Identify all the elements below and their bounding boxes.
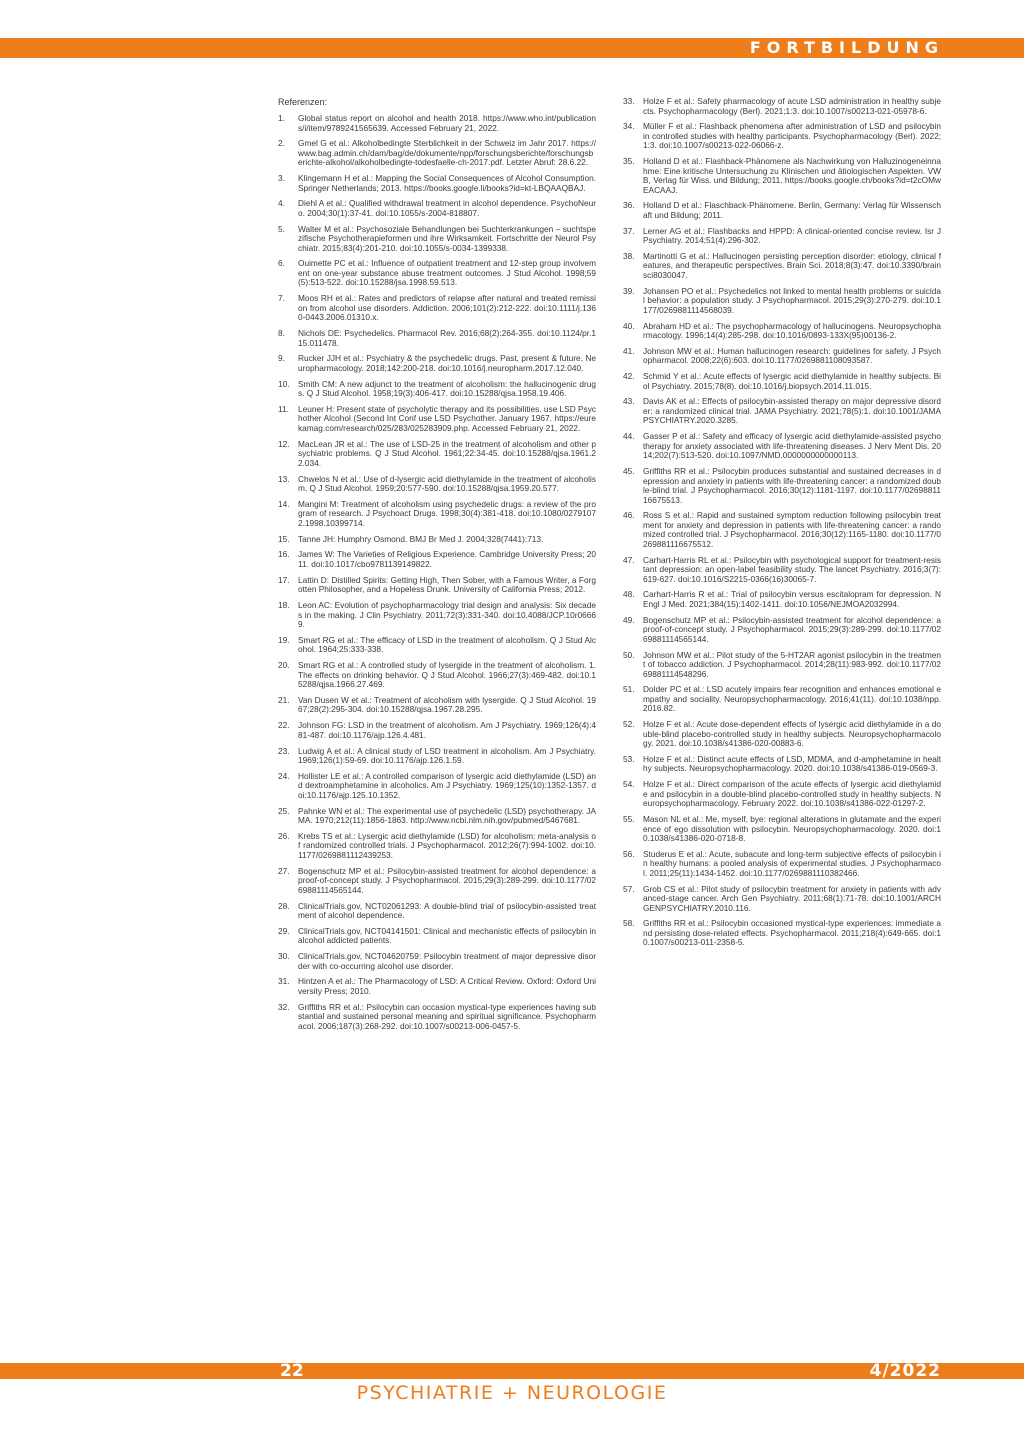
reference-text: Carhart-Harris RL et al.: Psilocybin with psychological support for treatment-resistant depression: an open-label feasibility study. The lancet Psychiatry. 2016;3(7):619-627. doi:10.1016/S2215-0366(16)30065-7. (643, 554, 941, 584)
reference-item (278, 114, 596, 133)
reference-number: 20. (278, 660, 290, 671)
reference-item (623, 815, 941, 844)
reference-text: Ludwig A et al.: A clinical study of LSD treatment in alcoholism. Am J Psychiatry. 1969;126(1):59-69. doi:10.1176/ajp.126.1.59. (298, 745, 596, 766)
reference-number: 42. (623, 371, 635, 382)
reference-item (278, 550, 596, 569)
reference-number: 37. (623, 225, 635, 236)
reference-text: Grob CS et al.: Pilot study of psilocybin treatment for anxiety in patients with advanced-stage cancer. Arch Gen Psychiatry. 2011;68(1):71-78. doi:10.1001/ARCHGENPSYCHIATRY.2010.116. (643, 883, 941, 913)
journal-title: PSYCHIATRIE + NEUROLOGIE (356, 1382, 668, 1404)
reference-item (278, 475, 596, 494)
reference-text: Holland D et al.: Flaschback-Phänomene. Berlin, Germany: Verlag für Wissenschaft und Bildung; 2011. (643, 200, 941, 220)
reference-text: Johnson MW et al.: Pilot study of the 5-HT2AR agonist psilocybin in the treatment of tobacco addiction. J Psychopharmacol. 2014;28(11):983-992. doi:10.1177/0269881114548296. (643, 649, 941, 679)
reference-item (278, 225, 596, 254)
reference-number: 55. (623, 814, 635, 825)
reference-item (623, 720, 941, 749)
reference-number: 45. (623, 466, 635, 477)
reference-text: Martinotti G et al.: Hallucinogen persisting perception disorder: etiology, clinical features, and therapeutic perspectives. Brain Sci. 2018;8(3):47. doi:10.3390/brainsci8030047. (643, 250, 941, 280)
reference-text: MacLean JR et al.: The use of LSD-25 in the treatment of alcoholism and other psychiatric problems. Q J Stud Alcohol. 1961;22:34-45. doi:10.15288/qjsa.1961.22.034. (298, 438, 596, 468)
reference-item (278, 199, 596, 218)
reference-text: Nichols DE: Psychedelics. Pharmacol Rev. 2016;68(2):264-355. doi:10.1124/pr.115.011478. (298, 328, 596, 348)
reference-item (623, 432, 941, 461)
reference-number: 46. (623, 510, 635, 521)
reference-text: Dolder PC et al.: LSD acutely impairs fear recognition and enhances emotional empathy and sociality. Neuropsychopharmacology. 2016;41(11). doi:10.1038/npp.2016.82. (643, 684, 941, 714)
reference-item (278, 952, 596, 971)
reference-number: 27. (278, 865, 290, 876)
reference-text: Ross S et al.: Rapid and sustained symptom reduction following psilocybin treatment for anxiety and depression in patients with life-threatening cancer: a randomized controlled trial. J Psychopharmacol. 2016;30(12):1165-1180. doi:10.1177/0269881116675512. (643, 510, 941, 549)
reference-text: Johnson MW et al.: Human hallucinogen research: guidelines for safety. J Psychopharmacol. 2008;22(6):603. doi:10.1177/0269881108093587. (643, 345, 941, 366)
reference-number: 47. (623, 554, 635, 565)
reference-item (278, 721, 596, 740)
reference-text: Chwelos N et al.: Use of d-lysergic acid diethylamide in the treatment of alcoholism. Q J Stud Alcohol. 1959;20:577-590. doi:10.15288/qjsa.1959.20.577. (298, 473, 596, 494)
reference-text: Müller F et al.: Flashback phenomena after administration of LSD and psilocybin in controlled studies with healthy participants. Psychopharmacology (Berl). 2022;1:3. doi:10.1007/s00213-022-06066-z. (643, 121, 941, 151)
reference-item (278, 601, 596, 630)
reference-number: 58. (623, 918, 635, 929)
reference-text: Smith CM: A new adjunct to the treatment of alcoholism: the hallucinogenic drugs. Q J Stud Alcohol. 1958;19(3):406-417. doi:10.15288/qjsa.1958.19.406. (298, 378, 596, 399)
reference-number: 48. (623, 589, 635, 600)
footer-bar (0, 1363, 1024, 1379)
reference-text: Diehl A et al.: Qualified withdrawal treatment in alcohol dependence. PsychoNeuro. 2004;30(1):37-41. doi:10.1055/s-2004-818807. (298, 198, 596, 218)
reference-number: 31. (278, 976, 290, 987)
reference-number: 6. (278, 258, 285, 269)
reference-text: Klingemann H et al.: Mapping the Social Consequences of Alcohol Consumption. Springer Netherlands; 2013. https://books.google.li/books?id=kt-LBQAAQBAJ. (298, 173, 596, 193)
reference-text: Pahnke WN et al.: The experimental use of psychedelic (LSD) psychotherapy. JAMA. 1970;212(11):1856-1863. http://www.ncbi.nlm.nih.gov/pubmed/5467681. (298, 805, 596, 826)
references-heading: Referenzen: (278, 97, 328, 107)
reference-item (278, 174, 596, 193)
reference-item (278, 661, 596, 690)
reference-item (623, 467, 941, 505)
reference-number: 40. (623, 320, 635, 331)
reference-text: Holland D et al.: Flashback-Phänomene als Nachwirkung von Halluzinogeneinnahme: Eine kritische Untersuchung zu Klinischen und ätiologischen Aspekten. VWB, Verlag für Wiss. und Bildung; 2011. https://books.google.ch/books?id=t2cOMwEACAAJ. (643, 156, 941, 195)
reference-text: Lattin D: Distilled Spirits: Getting High, Then Sober, with a Famous Writer, a Forgotten Philosopher, and a Hopeless Drunk. University of California Press; 2012. (298, 574, 596, 595)
reference-text: Griffiths RR et al.: Psilocybin occasioned mystical-type experiences: immediate and persisting dose-related effects. Psychopharmacol. 2011;218(4):649-665. doi:10.1007/s00213-011-2358-5. (643, 918, 941, 948)
reference-text: Walter M et al.: Psychosoziale Behandlungen bei Suchterkrankungen – suchtspezifische Psychotherapieformen und ihre Wirksamkeit. Fortschritte der Neurol Psychiatr. 2015;83(4):201-210. doi:10.1055/s-0034-1399338. (298, 223, 596, 253)
reference-number: 26. (278, 830, 290, 841)
reference-number: 8. (278, 328, 285, 339)
reference-text: Holze F et al.: Direct comparison of the acute effects of lysergic acid diethylamide and psilocybin in a double-blind placebo-controlled study in healthy subjects. Neuropsychopharmacology. February 2022. doi:10.1038/s41386-022-01297-2. (643, 779, 941, 809)
reference-text: Global status report on alcohol and health 2018. https://www.who.int/publications/i/item/9789241565639. Accessed February 21, 2022. (298, 113, 596, 133)
reference-text: Ouimette PC et al.: Influence of outpatient treatment and 12-step group involvement on one-year substance abuse treatment outcomes. J Stud Alcohol. 1998;59(5):513-522. doi:10.15288/jsa.1998.59.513. (298, 258, 596, 288)
reference-item (278, 576, 596, 595)
reference-text: Krebs TS et al.: Lysergic acid diethylamide (LSD) for alcoholism: meta-analysis of randomized controlled trials. J Psychopharmacol. 2012;26(7):994-1002. doi:10.1177/0269881112439253. (298, 830, 596, 860)
reference-text: Leuner H: Present state of psycholytic therapy and its possibilities. use LSD Psychother Alcohol (Second Int Conf use LSD Psychother. January 1967. https://eurekamag.com/research/025/283/025283909.php. Accessed February 21, 2022. (298, 403, 596, 433)
reference-text: Lerner AG et al.: Flashbacks and HPPD: A clinical-oriented concise review. Isr J Psychiatry. 2014;51(4):296-302. (643, 225, 941, 246)
reference-number: 4. (278, 198, 285, 209)
reference-number: 32. (278, 1001, 290, 1012)
reference-number: 53. (623, 753, 635, 764)
reference-item (623, 252, 941, 281)
reference-item (278, 1003, 596, 1032)
reference-text: Smart RG et al.: The efficacy of LSD in the treatment of alcoholism. Q J Stud Alcohol. 1964;25:333-338. (298, 634, 596, 655)
reference-item (623, 651, 941, 680)
reference-number: 17. (278, 574, 290, 585)
reference-number: 39. (623, 285, 635, 296)
reference-item (278, 535, 596, 545)
reference-item (278, 139, 596, 168)
references-column-left (278, 114, 596, 1038)
reference-number: 30. (278, 951, 290, 962)
reference-item (278, 747, 596, 766)
reference-item (623, 201, 941, 220)
reference-item (278, 696, 596, 715)
reference-item (623, 755, 941, 774)
reference-text: Bogenschutz MP et al.: Psilocybin-assisted treatment for alcohol dependence: a proof-of-concept study. J Psychopharmacol. 2015;29(3):289-299. doi:10.1177/0269881114565144. (643, 614, 941, 644)
reference-number: 22. (278, 720, 290, 731)
reference-item (278, 259, 596, 288)
reference-text: Leon AC: Evolution of psychopharmacology trial design and analysis: Six decades in the making. J Clin Psychiatry. 2011;72(3):331-340. doi:10.4088/JCP.10r06669. (298, 600, 596, 630)
reference-number: 28. (278, 900, 290, 911)
reference-item (623, 850, 941, 879)
reference-number: 7. (278, 293, 285, 304)
reference-item (623, 157, 941, 195)
reference-text: ClinicalTrials.gov, NCT04620759: Psilocybin treatment of major depressive disorder with co-occurring alcohol use disorder. (298, 951, 596, 971)
reference-number: 41. (623, 345, 635, 356)
reference-text: Mangini M: Treatment of alcoholism using psychedelic drugs: a review of the program of research. J Psychoact Drugs. 1998;30(4):381-418. doi:10.1080/02791072.1998.10399714. (298, 498, 596, 528)
reference-number: 12. (278, 438, 290, 449)
reference-item (623, 322, 941, 341)
reference-text: Carhart-Harris R et al.: Trial of psilocybin versus escitalopram for depression. N Engl J Med. 2021;384(15):1402-1411. doi:10.1056/NEJMOA2032994. (643, 589, 941, 609)
reference-item (623, 397, 941, 426)
reference-item (623, 885, 941, 914)
reference-number: 43. (623, 396, 635, 407)
reference-item (623, 372, 941, 391)
reference-item (623, 97, 941, 116)
reference-text: Mason NL et al.: Me, myself, bye: regional alterations in glutamate and the experience of ego dissolution with psilocybin. Neuropsychopharmacology. 2020. doi:10.1038/s41386-020-0718-8. (643, 814, 941, 844)
reference-number: 38. (623, 250, 635, 261)
reference-item (278, 636, 596, 655)
reference-number: 34. (623, 121, 635, 132)
reference-number: 24. (278, 770, 290, 781)
reference-number: 44. (623, 431, 635, 442)
header-bar (0, 38, 1024, 58)
reference-number: 21. (278, 694, 290, 705)
reference-text: Bogenschutz MP et al.: Psilocybin-assisted treatment for alcohol dependence: a proof-of-concept study. J Psychopharmacol. 2015;29(3):289-299. doi:10.1177/0269881114565144. (298, 865, 596, 895)
reference-number: 33. (623, 96, 635, 106)
reference-text: Moos RH et al.: Rates and predictors of relapse after natural and treated remission from alcohol use disorders. Addiction. 2006;101(2):212-222. doi:10.1111/j.1360-0443.2006.01310.x. (298, 293, 596, 323)
reference-number: 1. (278, 113, 285, 123)
reference-item (278, 500, 596, 529)
reference-text: Smart RG et al.: A controlled study of lysergide in the treatment of alcoholism. 1. The effects on drinking behavior. Q J Stud Alcohol. 1966;27(3):469-482. doi:10.15288/qjsa.1966.27.469. (298, 660, 596, 690)
reference-item (623, 780, 941, 809)
reference-item (278, 902, 596, 921)
reference-text: Holze F et al.: Distinct acute effects of LSD, MDMA, and d-amphetamine in healthy subjects. Neuropsychopharmacology. 2020. doi:10.1038/s41386-019-0569-3. (643, 753, 941, 774)
reference-number: 25. (278, 805, 290, 816)
reference-number: 16. (278, 549, 290, 560)
reference-item (278, 832, 596, 861)
reference-text: Schmid Y et al.: Acute effects of lysergic acid diethylamide in healthy subjects. Biol Psychiatry. 2015;78(8). doi:10.1016/j.biopsych.2014.11.015. (643, 371, 941, 391)
reference-number: 10. (278, 378, 290, 389)
reference-number: 52. (623, 719, 635, 730)
reference-number: 11. (278, 403, 289, 414)
reference-item (623, 590, 941, 609)
reference-text: Hollister LE et al.: A controlled comparison of lysergic acid diethylamide (LSD) and dextroamphetamine in alcoholics. Am J Psychiatry. 1969;125(10):1352-1357. doi:10.1176/ajp.125.10.1352. (298, 770, 596, 800)
reference-text: Hintzen A et al.: The Pharmacology of LSD: A Critical Review. Oxford: Oxford University Press; 2010. (298, 976, 596, 996)
section-title: FORTBILDUNG (749, 38, 944, 57)
reference-text: Gasser P et al.: Safety and efficacy of lysergic acid diethylamide-assisted psychotherapy for anxiety associated with life-threatening diseases. J Nerv Ment Dis. 2014;202(7):513-520. doi:10.1097/NMD.0000000000000113. (643, 431, 941, 461)
reference-item (623, 511, 941, 549)
reference-number: 57. (623, 883, 635, 894)
reference-number: 49. (623, 614, 635, 625)
reference-item (278, 440, 596, 469)
reference-item (278, 354, 596, 373)
reference-number: 9. (278, 353, 285, 364)
reference-number: 18. (278, 600, 290, 611)
reference-item (278, 405, 596, 434)
issue-number: 4/2022 (869, 1361, 941, 1381)
reference-text: Davis AK et al.: Effects of psilocybin-assisted therapy on major depressive disorder: a randomized clinical trial. JAMA Psychiatry. 2021;78(5):1. doi:10.1001/JAMAPSYCHIATRY.2020.3285. (643, 396, 941, 426)
reference-item (278, 772, 596, 801)
reference-text: Johansen PO et al.: Psychedelics not linked to mental health problems or suicidal behavior: a population study. J Psychopharmacol. 2015;29(3):270-279. doi:10.1177/0269881114568039. (643, 285, 941, 315)
reference-item (278, 329, 596, 348)
reference-text: Griffiths RR et al.: Psilocybin produces substantial and sustained decreases in depression and anxiety in patients with life-threatening cancer: a randomized double-blind trial. J Psychopharmacol. 2016;30(12):1181-1197. doi:10.1177/0269881116675513. (643, 466, 941, 505)
reference-number: 19. (278, 634, 290, 645)
reference-item (623, 919, 941, 948)
reference-number: 50. (623, 649, 635, 660)
reference-text: ClinicalTrials.gov, NCT02061293: A double-blind trial of psilocybin-assisted treatment of alcohol dependence. (298, 900, 596, 921)
reference-item (623, 122, 941, 151)
reference-item (623, 556, 941, 585)
reference-text: Griffiths RR et al.: Psilocybin can occasion mystical-type experiences having substantial and sustained personal meaning and spiritual significance. Psychopharmacol. 2006;187(3):268-292. doi:10.1007/s00213-006-0457-5. (298, 1001, 596, 1031)
reference-item (623, 287, 941, 316)
reference-text: ClinicalTrials.gov, NCT04141501: Clinical and mechanistic effects of psilocybin in alcohol addicted patients. (298, 925, 596, 946)
reference-number: 54. (623, 779, 635, 790)
reference-text: Holze F et al.: Acute dose-dependent effects of lysergic acid diethylamide in a double-blind placebo-controlled study in healthy subjects. Neuropsychopharmacology. 2021. doi:10.1038/s41386-020-00883-6. (643, 719, 941, 749)
reference-item (623, 347, 941, 366)
reference-item (278, 867, 596, 896)
reference-text: Tanne JH: Humphry Osmond. BMJ Br Med J. 2004;328(7441):713. (298, 533, 544, 544)
reference-number: 23. (278, 745, 290, 756)
reference-number: 51. (623, 684, 635, 695)
reference-number: 5. (278, 223, 285, 234)
reference-item (623, 685, 941, 714)
reference-text: Studerus E et al.: Acute, subacute and long-term subjective effects of psilocybin in healthy humans: a pooled analysis of experimental studies. J Psychopharmacol. 2011;25(11):1434-1452. doi:10.1177/0269881110382466. (643, 848, 941, 878)
reference-item (278, 977, 596, 996)
reference-number: 56. (623, 848, 635, 859)
reference-number: 2. (278, 138, 285, 149)
reference-text: Abraham HD et al.: The psychopharmacology of hallucinogens. Neuropsychopharmacology. 1996;14(4):285-298. doi:10.1016/0893-133X(95)00136-2. (643, 320, 941, 341)
reference-text: Gmel G et al.: Alkoholbedingte Sterblichkeit in der Schweiz im Jahr 2017. https://www.bag.admin.ch/dam/bag/de/dokumente/npp/forschungsberichte/forschungsberichte-alkohol/alkoholbedingte-todesfaelle-ch-2017.pdf. Letzter Abruf: 28.6.22. (298, 138, 596, 168)
reference-text: James W: The Varieties of Religious Experience. Cambridge University Press; 2011. doi:10.1017/cbo9781139149822. (298, 549, 596, 569)
reference-item (278, 807, 596, 826)
reference-number: 3. (278, 173, 285, 184)
reference-item (623, 227, 941, 246)
reference-number: 14. (278, 498, 290, 509)
reference-number: 36. (623, 200, 635, 211)
page-number: 22 (280, 1361, 304, 1381)
reference-text: Rucker JJH et al.: Psychiatry & the psychedelic drugs. Past, present & future. Neuropharmacology. 2018;142:200-218. doi:10.1016/j.neuropharm.2017.12.040. (298, 353, 596, 373)
reference-item (278, 380, 596, 399)
reference-item (278, 927, 596, 946)
reference-item (623, 616, 941, 645)
references-column-right (623, 97, 941, 954)
reference-text: Van Dusen W et al.: Treatment of alcoholism with lysergide. Q J Stud Alcohol. 1967;28(2):295-304. doi:10.15288/qjsa.1967.28.295. (298, 694, 596, 715)
reference-number: 13. (278, 473, 290, 484)
reference-text: Johnson FG: LSD in the treatment of alcoholism. Am J Psychiatry. 1969;126(4):481-487. doi:10.1176/ajp.126.4.481. (298, 720, 596, 740)
reference-number: 15. (278, 533, 290, 544)
reference-text: Holze F et al.: Safety pharmacology of acute LSD administration in healthy subjects. Psychopharmacology (Berl). 2021;1:3. doi:10.1007/s00213-021-05978-6. (643, 96, 941, 116)
reference-item (278, 294, 596, 323)
reference-number: 35. (623, 156, 635, 167)
reference-number: 29. (278, 925, 290, 936)
